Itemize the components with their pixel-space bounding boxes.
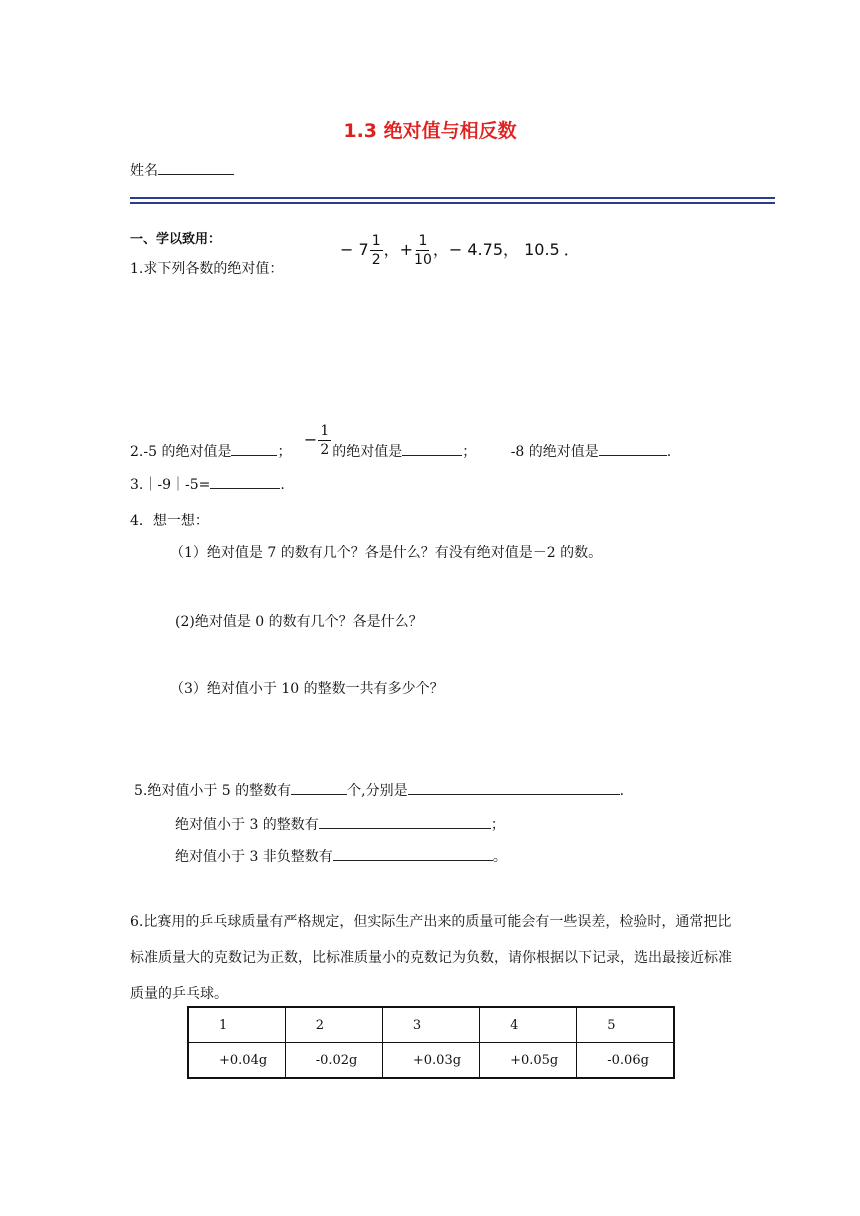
table-cell: 1 [188, 1007, 285, 1043]
table-cell: 4 [480, 1007, 577, 1043]
question-1: 1.求下列各数的绝对值： [130, 261, 284, 277]
question-5-line-2: 绝对值小于 3 的整数有 ； [175, 814, 505, 834]
table-cell: 5 [577, 1007, 674, 1043]
q5-blank-2[interactable] [319, 814, 491, 829]
section-heading: 一、学以致用： [130, 232, 222, 247]
table-cell: +0.04g [188, 1043, 285, 1079]
q1-expression: − 7 $\frac{1}{2}$ ，+ $\frac{1}{10}$ ，− 4.75， 10.5 ． [340, 233, 580, 268]
question-4-part-1: （1）绝对值是 7 的数有几个？各是什么？有没有绝对值是－2 的数。 [170, 545, 603, 561]
table-cell: -0.02g [285, 1043, 382, 1079]
question-5-line-1: 5.绝对值小于 5 的整数有 个,分别是 . [134, 780, 624, 800]
question-2: 2.-5 的绝对值是 ； − $\frac{1}{2}$ 的绝对值是 ； -8 的绝对值是 . [130, 423, 672, 460]
divider-bottom [130, 202, 775, 204]
q5-blank-count[interactable] [291, 780, 347, 795]
q5-blank-list[interactable] [408, 780, 620, 795]
name-label: 姓名 [130, 163, 158, 179]
question-4-part-3: （3）绝对值小于 10 的整数一共有多少个？ [170, 681, 444, 697]
remaining-values: − 4.75， 10.5 [448, 240, 560, 259]
table-cell: +0.05g [480, 1043, 577, 1079]
plus-sign: + [399, 240, 414, 259]
table-cell: 3 [382, 1007, 479, 1043]
question-3: 3.｜-9｜-5= . [130, 474, 285, 494]
question-6: 6.比赛用的乒乓球质量有严格规定，但实际生产出来的质量可能会有一些误差，检验时，通常把比标准质量大的克数记为正数，比标准质量小的克数记为负数，请你根据以下记录，选出最接近标准质量的乒乓球。 [130, 914, 732, 1002]
table-cell: +0.03g [382, 1043, 479, 1079]
table-row-values [188, 1043, 674, 1079]
table-row-ids [188, 1007, 674, 1043]
record-table [187, 1006, 675, 1079]
table-cell: 2 [285, 1007, 382, 1043]
fraction-b: $\frac{1}{10}$ [414, 233, 432, 268]
fraction-a: $\frac{1}{2}$ [371, 233, 381, 268]
q2-blank-1[interactable] [231, 441, 277, 456]
mixed-whole: 7 [358, 240, 369, 259]
fraction-half: $\frac{1}{2}$ [320, 423, 330, 458]
q2-blank-2[interactable] [402, 441, 462, 456]
table-cell: -0.06g [577, 1043, 674, 1079]
minus-sign: − [340, 240, 354, 259]
question-4-heading: 4．想一想： [130, 513, 209, 529]
q3-blank[interactable] [210, 474, 280, 489]
question-4-part-2: (2)绝对值是 0 的数有几个？各是什么？ [175, 614, 423, 630]
divider-top [130, 197, 775, 199]
q2-blank-3[interactable] [599, 441, 667, 456]
page-title: 1.3 绝对值与相反数 [343, 120, 517, 142]
name-blank[interactable] [158, 160, 234, 175]
q5-blank-3[interactable] [333, 846, 493, 861]
question-5-line-3: 绝对值小于 3 非负整数有 。 [175, 846, 507, 866]
name-line [130, 160, 234, 180]
